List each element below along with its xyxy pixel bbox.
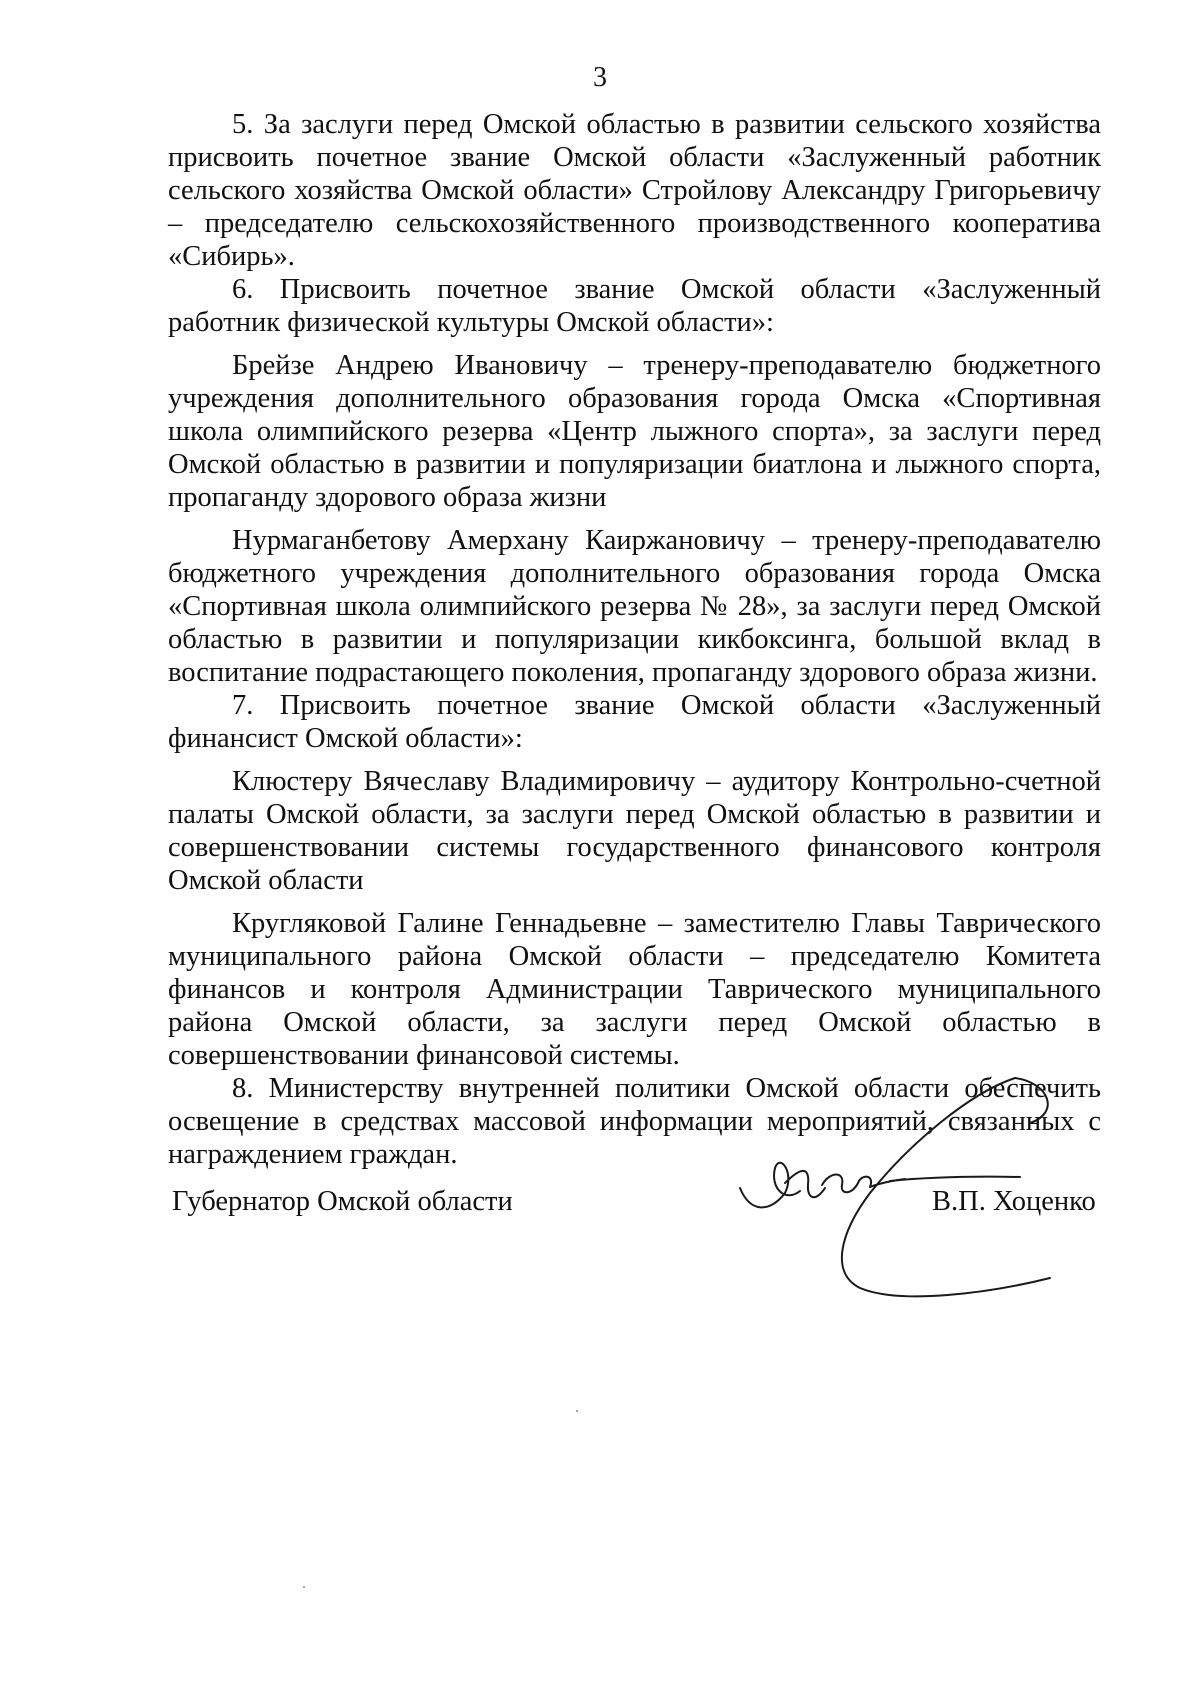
- paragraph-item-8: 8. Министерству внутренней политики Омской области обеспечить освещение в средствах массовой информации мероприятий, связанных с награждением граждан.: [168, 1073, 1101, 1170]
- award-entry-klyuster: Клюстеру Вячеславу Владимировичу – аудитору Контрольно-счетной палаты Омской области, за заслуги перед Омской областью в развитии и совершенствовании системы государственного финансового контроля Омской области: [168, 766, 1101, 896]
- scan-speck: [303, 1586, 305, 1588]
- page-number: 3: [593, 62, 607, 93]
- award-entry-breize: Брейзе Андрею Ивановичу – тренеру-преподавателю бюджетного учреждения дополнительного образования города Омска «Спортивная школа олимпийского резерва «Центр лыжного спорта», за заслуги перед Омской областью в развитии и популяризации биатлона и лыжного спорта, пропаганду здорового образа жизни: [168, 350, 1101, 513]
- award-entry-nurmaganbetov: Нурмаганбетову Амерхану Каиржановичу – тренеру-преподавателю бюджетного учреждения дополнительного образования города Омска «Спортивная школа олимпийского резерва № 28», за заслуги перед Омской областью в развитии и популяризации кикбоксинга, большой вклад в воспитание подрастающего поколения, пропаганду здорового образа жизни.: [168, 525, 1101, 688]
- paragraph-item-5: 5. За заслуги перед Омской областью в развитии сельского хозяйства присвоить почетное звание Омской области «Заслуженный работник сельского хозяйства Омской области» Стройлову Александру Григорьевичу – председателю сельскохозяйственного производственного кооператива «Сибирь».: [168, 109, 1101, 272]
- award-entry-kruglyakova: Кругляковой Галине Геннадьевне – заместителю Главы Таврического муниципального района Омской области – председателю Комитета финансов и контроля Администрации Таврического муниципального района Омской области, за заслуги перед Омской областью в совершенствовании финансовой системы.: [168, 908, 1101, 1071]
- document-body: [168, 108, 1101, 1171]
- signer-name: В.П. Хоценко: [932, 1186, 1096, 1217]
- paragraph-item-6: 6. Присвоить почетное звание Омской области «Заслуженный работник физической культуры Омской области»:: [168, 274, 1101, 338]
- paragraph-item-7: 7. Присвоить почетное звание Омской области «Заслуженный финансист Омской области»:: [168, 690, 1101, 754]
- scan-speck: [576, 1410, 578, 1412]
- signature-block: [0, 1183, 1200, 1293]
- signer-title: Губернатор Омской области: [172, 1186, 513, 1217]
